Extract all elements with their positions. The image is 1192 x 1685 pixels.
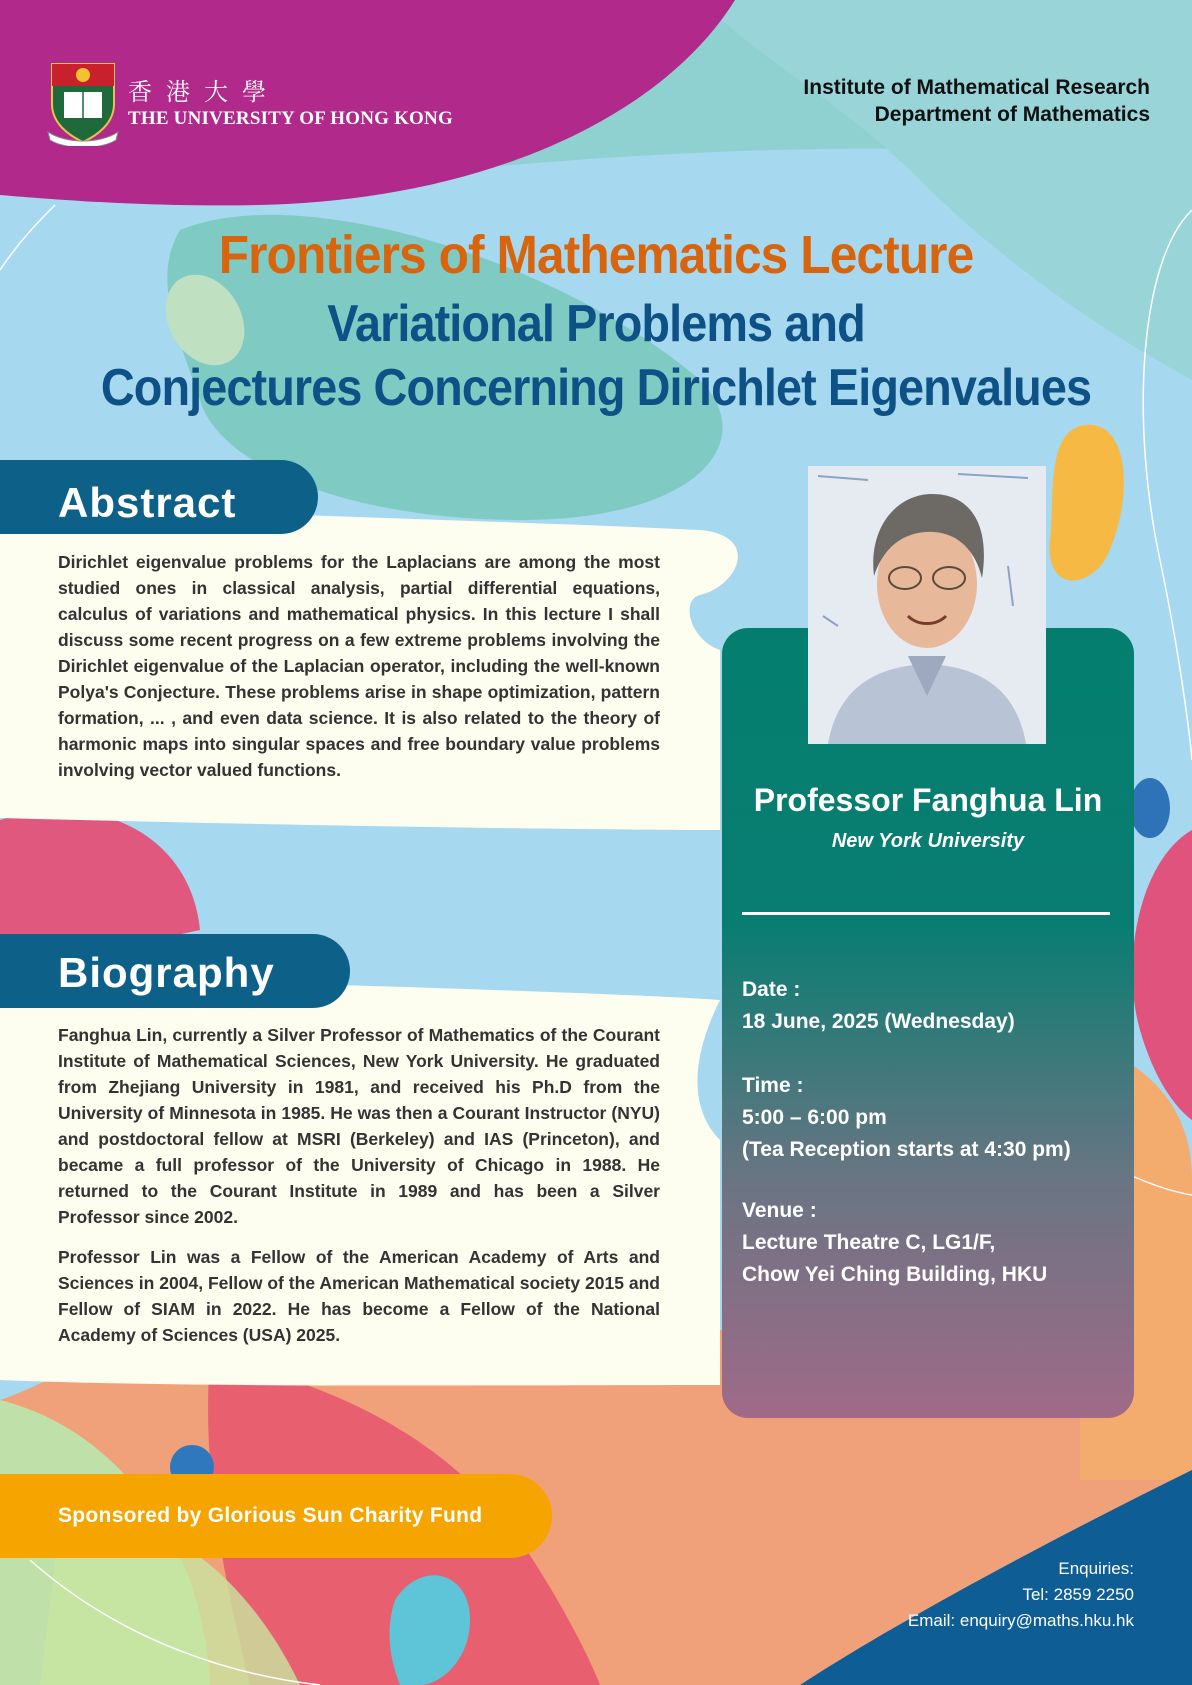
lecture-title-line2: Conjectures Concerning Dirichlet Eigenvalues	[100, 359, 1092, 417]
date-value: 18 June, 2025 (Wednesday)	[742, 1010, 1015, 1033]
venue-line-1: Lecture Theatre C, LG1/F,	[742, 1231, 996, 1254]
speaker-affiliation: New York University	[831, 830, 1025, 852]
biography-heading: Biography	[0, 934, 350, 1008]
time-label: Time :	[742, 1074, 804, 1097]
enquiries-tel: Tel: 2859 2250	[1022, 1585, 1134, 1604]
sponsor-banner: Sponsored by Glorious Sun Charity Fund	[0, 1474, 552, 1558]
speaker-name: Professor Fanghua Lin	[753, 782, 1103, 818]
time-value: 5:00 – 6:00 pm	[742, 1106, 887, 1129]
biography-paragraph-1: Fanghua Lin, currently a Silver Professor of Mathematics of the Courant Institute of Mathematical Sciences, New York University. He graduated from Zhejiang University in 1981, and received his Ph.D from the University of Minnesota in 1985. He was then a Courant Instructor (NYU) and postdoctoral fellow at MSRI (Berkeley) and IAS (Princeton), and became a full professor of the University of Chicago in 1988. He returned to the Courant Institute in 1989 and has been a Silver Professor since 2002.	[58, 1025, 660, 1227]
university-name-chinese: 香港大學	[128, 78, 280, 106]
hku-crest-logo	[46, 60, 120, 146]
venue-block	[742, 1195, 1047, 1291]
department-name: Department of Mathematics	[874, 103, 1150, 126]
speaker-photo	[808, 466, 1046, 744]
lecture-title-line1: Variational Problems and	[327, 295, 865, 353]
date-label: Date :	[742, 978, 801, 1001]
institute-name: Institute of Mathematical Research	[803, 76, 1150, 99]
venue-line-2: Chow Yei Ching Building, HKU	[742, 1263, 1048, 1286]
abstract-heading: Abstract	[0, 460, 318, 534]
card-divider	[742, 912, 1110, 915]
biography-paragraph-2: Professor Lin was a Fellow of the American Academy of Arts and Sciences in 2004, Fellow of the American Mathematical society 2015 and Fellow of SIAM in 2022. He has become a Fellow of the National Academy of Sciences (USA) 2025.	[58, 1247, 660, 1345]
venue-label: Venue :	[742, 1199, 817, 1222]
university-name-english: THE UNIVERSITY OF HONG KONG	[128, 108, 453, 129]
date-block	[742, 974, 1015, 1038]
time-note: (Tea Reception starts at 4:30 pm)	[742, 1138, 1071, 1161]
organizer-block	[803, 74, 1150, 128]
enquiries-label: Enquiries:	[1058, 1559, 1134, 1578]
lecture-title	[0, 292, 1192, 420]
abstract-text: Dirichlet eigenvalue problems for the Laplacians are among the most studied ones in classical analysis, partial differential equations, calculus of variations and mathematical physics. In this lecture I shall discuss some recent progress on a few extreme problems involving the Dirichlet eigenvalue of the Laplacian operator, including the well-known Polya's Conjecture. These problems arise in shape optimization, pattern formation, ... , and even data science. It is also related to the theory of harmonic maps into singular spaces and free boundary value problems involving vector valued functions.	[58, 552, 660, 780]
biography-text	[58, 1022, 660, 1362]
lecture-series-title: Frontiers of Mathematics Lecture	[218, 225, 974, 285]
enquiries-block	[908, 1556, 1134, 1634]
time-block	[742, 1070, 1071, 1166]
enquiries-email[interactable]: Email: enquiry@maths.hku.hk	[907, 1611, 1134, 1630]
